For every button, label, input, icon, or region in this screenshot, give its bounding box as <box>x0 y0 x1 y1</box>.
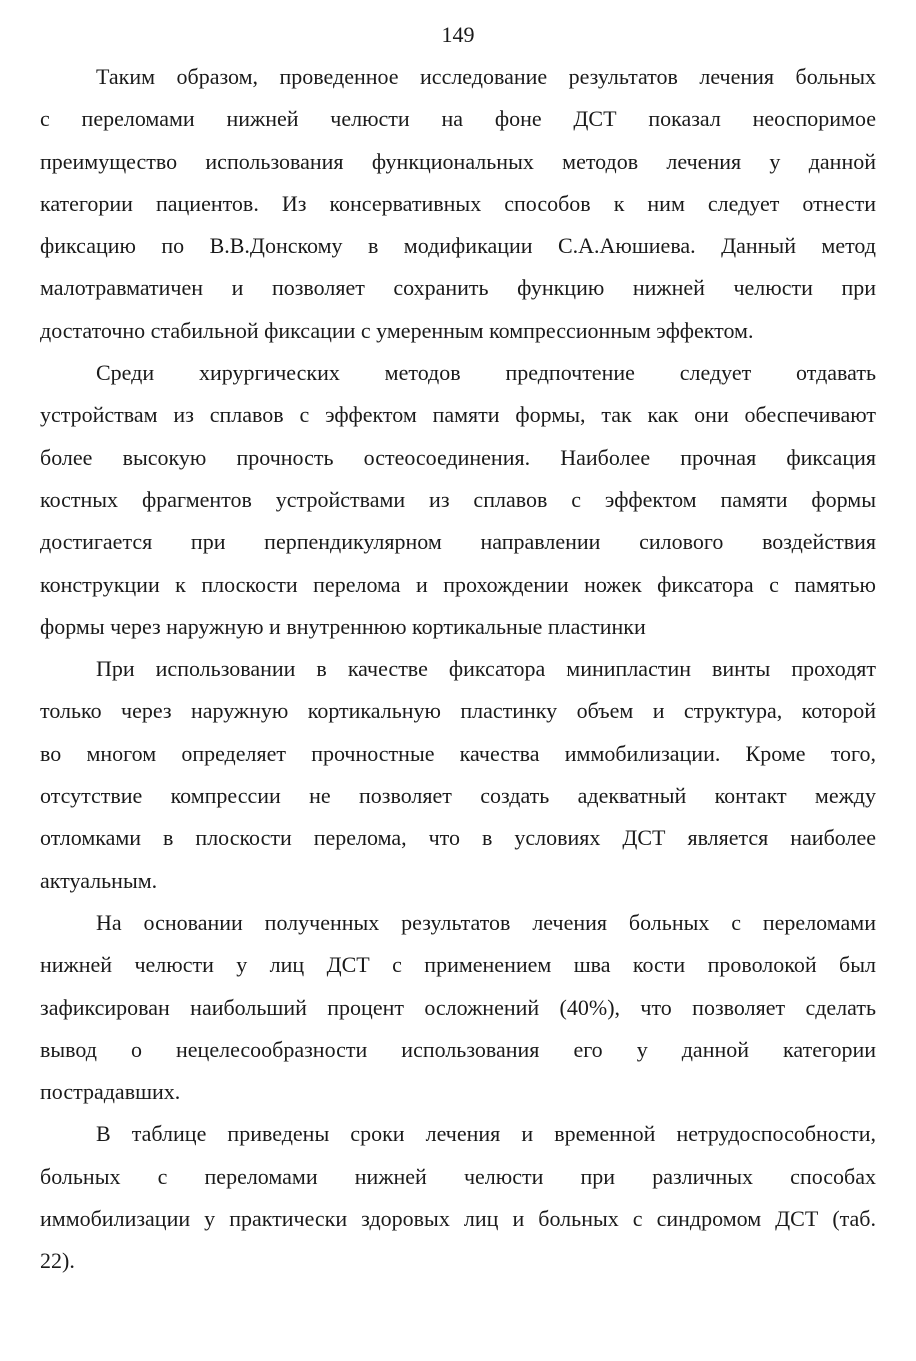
paragraph-line: В таблице приведены сроки лечения и временной нетрудоспособности, <box>96 1121 876 1147</box>
paragraph-line: нижней челюсти у лиц ДСТ с применением шва кости проволокой был <box>40 952 876 978</box>
paragraph-line: с переломами нижней челюсти на фоне ДСТ показал неоспоримое <box>40 106 876 132</box>
paragraph-line: формы через наружную и внутреннюю кортикальные пластинки <box>40 613 646 639</box>
paragraph-line: При использовании в качестве фиксатора минипластин винты проходят <box>96 656 876 682</box>
paragraph-line: Таким образом, проведенное исследование результатов лечения больных <box>96 64 876 89</box>
paragraph-line: отломками в плоскости перелома, что в условиях ДСТ является наиболее <box>40 825 876 851</box>
paragraph-wire-suture-complications <box>40 907 876 1118</box>
paragraph-line: конструкции к плоскости перелома и прохождении ножек фиксатора с памятью <box>40 571 876 597</box>
paragraph-line: иммобилизации у практически здоровых лиц и больных с синдромом ДСТ (таб. <box>40 1206 876 1232</box>
paragraph-line: преимущество использования функциональных методов лечения у данной <box>40 148 876 174</box>
paragraph-line: Среди хирургических методов предпочтение следует отдавать <box>96 360 876 386</box>
paragraph-line: больных с переломами нижней челюсти при различных способах <box>40 1163 876 1189</box>
paragraph-line: костных фрагментов устройствами из сплавов с эффектом памяти формы <box>40 486 876 512</box>
paragraph-surgical-methods <box>40 357 876 653</box>
paragraph-line: фиксацию по В.В.Донскому в модификации С.А.Аюшиева. Данный метод <box>40 233 876 259</box>
paragraph-line: только через наружную кортикальную пластинку объем и структура, которой <box>40 698 876 724</box>
paragraph-line: зафиксирован наибольший процент осложнений (40%), что позволяет сделать <box>40 994 876 1020</box>
paragraph-line: более высокую прочность остеосоединения. Наиболее прочная фиксация <box>40 444 876 470</box>
paragraph-line: пострадавших. <box>40 1079 181 1105</box>
paragraph-line: На основании полученных результатов лечения больных с переломами <box>96 909 876 935</box>
paragraph-line: актуальным. <box>40 867 158 893</box>
paragraph-table-reference <box>40 1118 876 1287</box>
paragraph-conclusion-functional-methods <box>40 61 876 357</box>
paragraph-line: отсутствие компрессии не позволяет создать адекватный контакт между <box>40 783 876 809</box>
paragraph-line: категории пациентов. Из консервативных способов к ним следует отнести <box>40 190 876 216</box>
paragraph-line: 22). <box>40 1248 75 1274</box>
paragraph-line: малотравматичен и позволяет сохранить функцию нижней челюсти при <box>40 275 876 301</box>
paragraph-line: достаточно стабильной фиксации с умеренным компрессионным эффектом. <box>40 317 754 343</box>
paragraph-line: во многом определяет прочностные качества иммобилизации. Кроме того, <box>40 740 876 766</box>
paragraph-line: вывод о нецелесообразности использования его у данной категории <box>40 1036 876 1062</box>
text-body <box>40 61 876 1288</box>
paragraph-line: устройствам из сплавов с эффектом памяти формы, так как они обеспечивают <box>40 402 876 428</box>
paragraph-line: достигается при перпендикулярном направлении силового воздействия <box>40 529 876 555</box>
paragraph-miniplates <box>40 653 876 907</box>
page-number: 149 <box>441 22 475 47</box>
